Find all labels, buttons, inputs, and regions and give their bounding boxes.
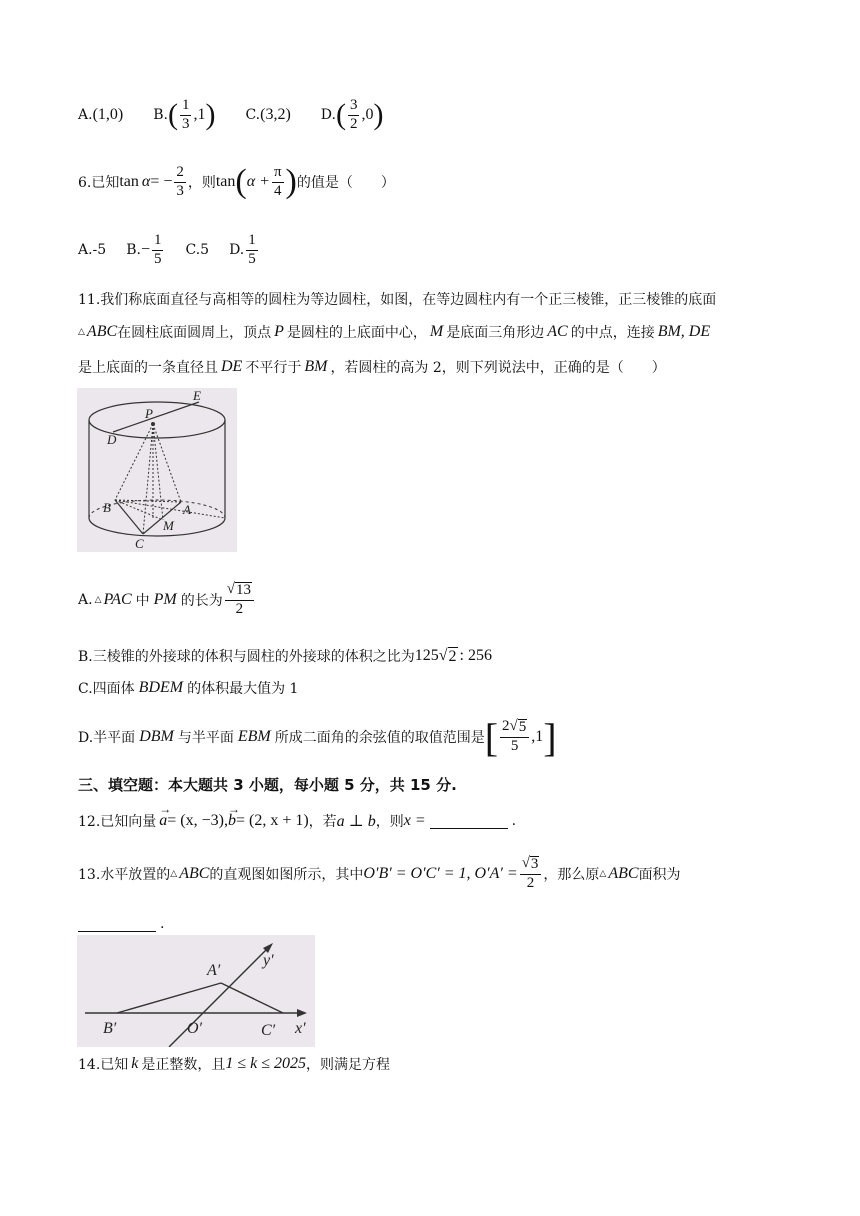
label-d: D xyxy=(107,432,117,447)
numerator: 1 xyxy=(180,98,192,116)
label-p: P xyxy=(145,406,153,421)
vector-b: → b xyxy=(227,802,240,829)
math-var: ABC xyxy=(86,323,118,340)
question-text: C.四面体 xyxy=(78,681,135,697)
section-3-heading xyxy=(78,772,457,796)
fraction xyxy=(225,582,254,618)
question-text: 是底面三角形边 xyxy=(446,325,545,341)
paren: ( xyxy=(167,98,178,131)
radicand: 5 xyxy=(518,719,527,736)
math-var: EBM xyxy=(237,728,271,745)
paren: ) xyxy=(285,106,291,123)
math-text: = (x, −3), xyxy=(167,812,228,829)
option-letter: C. xyxy=(245,107,261,123)
math-var: AC xyxy=(547,323,568,340)
denominator: 5 xyxy=(510,738,519,754)
fraction xyxy=(246,233,258,268)
cylinder-pyramid-figure xyxy=(77,388,237,552)
question-text: 面积为 xyxy=(638,867,681,883)
q5-option-a xyxy=(78,106,123,124)
math-var: BM xyxy=(304,358,328,375)
math-text: tan xyxy=(119,173,139,190)
numerator: 3 xyxy=(348,98,360,116)
question-text: 中 xyxy=(135,593,150,609)
numerator xyxy=(520,856,542,875)
question-text: 的值是（ ） xyxy=(296,175,395,191)
question-text: . xyxy=(511,813,517,829)
question-12 xyxy=(78,802,517,834)
math-var: PM xyxy=(153,591,177,608)
paren: ( xyxy=(335,98,346,131)
triangle-symbol: △ xyxy=(94,595,102,605)
math-var: DBM xyxy=(139,728,174,745)
q6-option-a: A.-5 xyxy=(78,242,107,258)
oblique-projection-figure xyxy=(77,935,315,1047)
math-text: − xyxy=(140,241,150,258)
question-13 xyxy=(78,852,681,896)
denominator: 2 xyxy=(235,601,244,617)
q6-option-d xyxy=(229,233,260,268)
math-var: M xyxy=(429,323,444,340)
q5-option-d xyxy=(321,98,384,133)
label-m: M xyxy=(163,518,174,533)
sqrt: √ 13 xyxy=(226,581,251,599)
question-text: 的中点，连接 xyxy=(570,325,655,341)
math-var: b xyxy=(227,812,236,829)
math-var: BDEM xyxy=(138,679,184,696)
question-text: 是圆柱的上底面中心， xyxy=(286,325,427,341)
math-text: 125 xyxy=(414,647,439,664)
question-text: 13.水平放置的 xyxy=(78,867,171,883)
question-11-line-3 xyxy=(78,356,666,378)
question-text: ，若 xyxy=(308,814,337,830)
math-text: tan xyxy=(215,173,236,190)
fraction xyxy=(152,233,164,268)
denominator: 5 xyxy=(153,250,162,267)
bracket: ] xyxy=(543,714,557,760)
question-text: 11.我们称底面直径与高相等的圆柱为等边圆柱，如图，在等边圆柱内有一个正三棱锥，正三棱锥的底面 xyxy=(78,292,717,308)
question-text: B.三棱锥的外接球的体积与圆柱的外接球的体积之比为 xyxy=(78,649,415,665)
question-text: 12.已知向量 xyxy=(78,814,157,830)
triangle-symbol: △ xyxy=(599,869,607,879)
math-var: a ⊥ b xyxy=(336,813,376,830)
q11-option-a xyxy=(78,578,256,622)
question-text: 所成二面角的余弦值的取值范围是 xyxy=(274,730,485,746)
option-value: 3,2 xyxy=(265,106,286,123)
label-y-prime: y′ xyxy=(263,952,274,969)
label-e: E xyxy=(193,388,201,403)
denominator: 4 xyxy=(273,182,282,199)
fraction xyxy=(272,165,284,200)
option-letter: D. xyxy=(229,242,245,258)
coefficient: 2 xyxy=(502,718,510,735)
numerator: 1 xyxy=(152,233,164,251)
denominator: 2 xyxy=(349,115,358,132)
question-text: ，则 xyxy=(375,814,404,830)
question-text: . xyxy=(160,916,165,932)
question-text: ，则 xyxy=(187,175,216,191)
vector-a: → a xyxy=(159,802,172,829)
bracket: [ xyxy=(484,714,499,760)
math-text: ,1 xyxy=(531,728,544,745)
option-letter: B. xyxy=(126,242,141,258)
q6-option-b xyxy=(126,233,165,268)
question-text: ，则满足方程 xyxy=(306,1057,391,1073)
paren: ) xyxy=(205,98,216,131)
paren: ( xyxy=(260,106,266,123)
question-11-line-2 xyxy=(78,321,710,343)
question-text: 是正整数，且 xyxy=(141,1057,226,1073)
question-text: 与半平面 xyxy=(177,730,234,746)
denominator: 2 xyxy=(526,875,535,891)
math-var: ABC xyxy=(179,865,210,882)
paren: ) xyxy=(285,163,297,200)
math-var: BM, DE xyxy=(657,323,711,340)
option-letter: A. xyxy=(78,107,93,123)
denominator: 3 xyxy=(176,182,184,199)
q5-options xyxy=(78,95,413,135)
math-text: : 256 xyxy=(459,647,492,664)
question-13-blank-line xyxy=(78,914,164,934)
radicand: 2 xyxy=(448,647,457,665)
q6-option-c: C.5 xyxy=(185,242,210,258)
triangle-symbol: △ xyxy=(78,327,85,337)
option-value: ,0 xyxy=(361,106,374,123)
question-text: 14.已知 xyxy=(78,1057,129,1073)
question-text: D.半平面 xyxy=(78,730,136,746)
question-text: 6.已知 xyxy=(78,175,120,191)
sqrt: √ 5 xyxy=(509,718,527,736)
radicand: 3 xyxy=(530,856,539,873)
paren: ) xyxy=(117,106,124,123)
question-11-line-1 xyxy=(78,288,716,310)
denominator: 3 xyxy=(181,115,190,132)
label-c: C xyxy=(135,536,144,551)
denominator: 5 xyxy=(248,250,256,267)
question-text: 不平行于 xyxy=(245,360,302,376)
label-b: B xyxy=(103,500,111,515)
label-o-prime: O′ xyxy=(187,1020,203,1037)
fraction xyxy=(174,165,186,200)
math-var: ABC xyxy=(608,865,639,882)
numerator xyxy=(225,582,254,601)
paren: ( xyxy=(235,163,247,200)
numerator xyxy=(500,719,529,738)
option-value: ,1 xyxy=(193,106,206,123)
math-text: = − xyxy=(150,173,173,190)
math-var: O′B′ = O′C′ = 1, O′A′ = xyxy=(363,865,518,882)
question-6 xyxy=(78,160,395,204)
option-letter: A. xyxy=(78,592,93,608)
question-text: ，若圆柱的高为 2，则下列说法中，正确的是（ ） xyxy=(330,360,666,376)
q11-option-d xyxy=(78,712,557,762)
label-b-prime: B′ xyxy=(103,1020,117,1037)
math-text: = (2, x + 1) xyxy=(235,812,309,829)
question-14 xyxy=(78,1052,390,1076)
option-letter: D. xyxy=(320,107,336,123)
triangle-symbol: △ xyxy=(170,869,178,879)
math-var: DE xyxy=(221,358,243,375)
numerator: π xyxy=(272,165,284,183)
question-text: 的长为 xyxy=(180,593,223,609)
q5-option-c xyxy=(245,106,290,124)
section-title: 三、填空题：本大题共 3 小题，每小题 5 分，共 15 分. xyxy=(78,775,457,794)
label-c-prime: C′ xyxy=(261,1022,276,1039)
numerator: 2 xyxy=(174,165,186,183)
radicand: 13 xyxy=(235,582,251,599)
label-x-prime: x′ xyxy=(295,1020,306,1037)
math-var: P xyxy=(274,323,284,340)
question-text: 是上底面的一条直径且 xyxy=(78,360,218,376)
question-text: 的体积最大值为 1 xyxy=(187,681,299,697)
q11-option-b xyxy=(78,644,492,668)
label-a: A xyxy=(183,502,191,517)
numerator: 1 xyxy=(246,233,258,251)
question-text: 在圆柱底面圆周上，顶点 xyxy=(117,325,272,341)
math-var: α xyxy=(141,173,151,190)
q6-options xyxy=(78,230,290,270)
math-var: 1 ≤ k ≤ 2025 xyxy=(225,1055,307,1072)
math-var: α + xyxy=(246,173,270,190)
paren: ) xyxy=(373,98,384,131)
math-var: a xyxy=(159,812,168,829)
sqrt: √ 2 xyxy=(438,646,457,665)
math-var: PAC xyxy=(103,591,132,608)
question-text: ，那么原 xyxy=(543,867,600,883)
fraction xyxy=(180,98,192,133)
q11-option-c xyxy=(78,677,298,699)
math-var: x = xyxy=(403,812,426,829)
sqrt: √ 3 xyxy=(521,855,539,873)
paren: ( xyxy=(92,106,98,123)
question-text: 的直观图如图所示，其中 xyxy=(209,867,364,883)
fraction xyxy=(520,856,542,892)
answer-blank[interactable] xyxy=(430,814,508,829)
fraction xyxy=(348,98,360,133)
option-letter: B. xyxy=(153,107,168,123)
fraction xyxy=(500,719,529,755)
q5-option-b xyxy=(153,98,215,133)
math-var: k xyxy=(131,1055,139,1072)
option-value: 1,0 xyxy=(97,106,118,123)
label-a-prime: A′ xyxy=(207,962,221,979)
answer-blank[interactable] xyxy=(78,917,156,932)
